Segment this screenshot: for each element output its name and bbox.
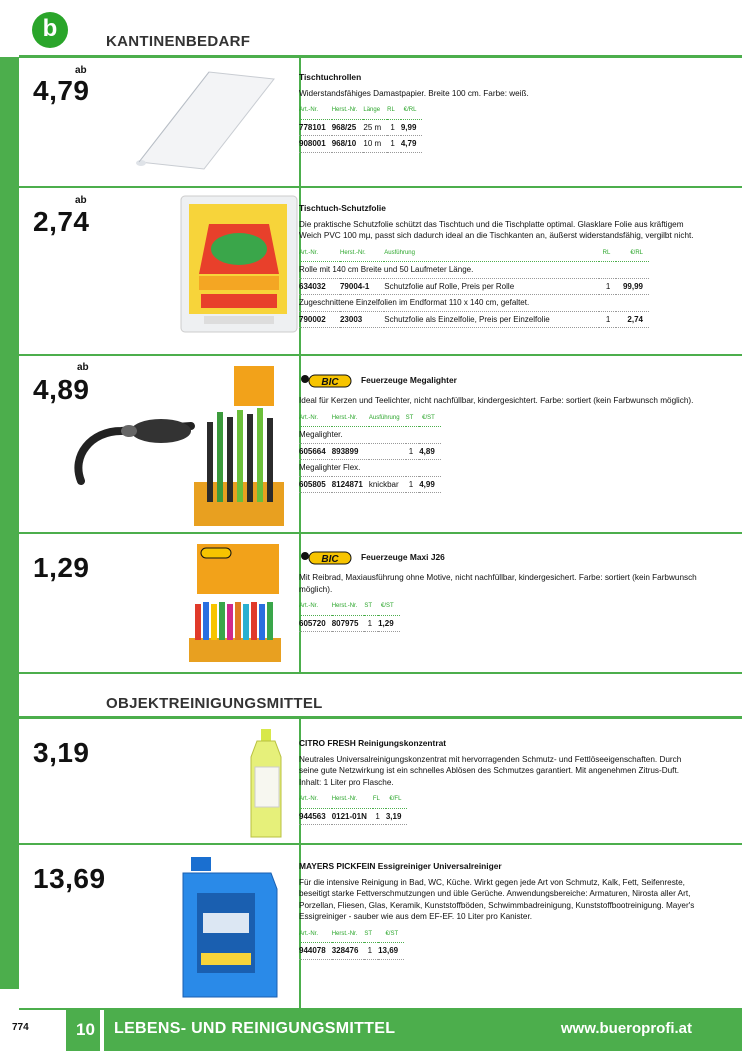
vinegar-cleaner-canister-image bbox=[179, 853, 281, 1003]
qty: 1 bbox=[406, 476, 420, 493]
art-nr: 944563 bbox=[299, 808, 332, 825]
order-table bbox=[299, 601, 400, 632]
herst-nr: 968/10 bbox=[332, 136, 364, 153]
price-from-label: ab bbox=[75, 195, 87, 206]
col-header: Herst.-Nr. bbox=[332, 413, 369, 427]
row-price: 9,99 bbox=[401, 119, 423, 136]
product-title: MAYERS PICKFEIN Essigreiniger Universalreiniger bbox=[299, 861, 502, 871]
product-title: Tischtuch-Schutzfolie bbox=[299, 203, 386, 213]
chapter-title: LEBENS- UND REINIGUNGSMITTEL bbox=[114, 1020, 396, 1037]
product-description bbox=[299, 550, 699, 632]
col-header: Art.-Nr. bbox=[299, 248, 340, 262]
herst-nr: 968/25 bbox=[332, 119, 364, 136]
herst-nr: 23003 bbox=[340, 311, 384, 328]
variant-note: Megalighter Flex. bbox=[299, 460, 441, 477]
table-row bbox=[299, 278, 649, 295]
col-header: €/ST bbox=[378, 929, 404, 943]
product-text: Mit Reibrad, Maxiausführung ohne Motive, nicht nachfüllbar, kindergesichert. Farbe: sortiert (kein Farbwunsch möglich). bbox=[299, 573, 697, 594]
col-header: Herst.-Nr. bbox=[332, 601, 365, 615]
order-table bbox=[299, 105, 422, 153]
section-title-kantinenbedarf: KANTINENBEDARF bbox=[106, 33, 251, 50]
art-nr: 605664 bbox=[299, 443, 332, 460]
product-text: Ideal für Kerzen und Teelichter, nicht nachfüllbar, kindergesichtert. Farbe: sortiert (kein Farbwunsch möglich). bbox=[299, 396, 694, 405]
row-price: 2,74 bbox=[616, 311, 649, 328]
price: 4,79 bbox=[33, 75, 90, 106]
col-header: €/ST bbox=[378, 601, 400, 615]
table-row bbox=[299, 476, 441, 493]
row-price: 4,99 bbox=[419, 476, 441, 493]
table-row bbox=[299, 943, 404, 960]
lighter-box-image bbox=[187, 542, 283, 664]
cleaner-bottle-image bbox=[247, 727, 287, 841]
section-title-objektreinigungsmittel: OBJEKTREINIGUNGSMITTEL bbox=[106, 695, 323, 712]
website-link[interactable]: www.bueroprofi.at bbox=[560, 1020, 692, 1037]
megalighter-image bbox=[61, 386, 201, 486]
order-table bbox=[299, 929, 404, 960]
col-header: Ausführung bbox=[384, 248, 599, 262]
product-description bbox=[299, 203, 699, 328]
table-row bbox=[299, 443, 441, 460]
row-price: 99,99 bbox=[616, 278, 649, 295]
page-number: 774 bbox=[12, 1022, 29, 1033]
chapter-number: 10 bbox=[76, 1020, 95, 1039]
product-title: Feuerzeuge Megalighter bbox=[361, 375, 457, 386]
bic-logo-icon bbox=[299, 550, 353, 566]
col-header: Herst.-Nr. bbox=[332, 105, 364, 119]
protective-film-image bbox=[179, 194, 299, 334]
ausfuehrung: Schutzfolie auf Rolle, Preis per Rolle bbox=[384, 278, 599, 295]
col-header: ST bbox=[406, 413, 420, 427]
product-text: Widerstandsfähiges Damastpapier. Breite 100 cm. Farbe: weiß. bbox=[299, 88, 529, 98]
variant-note: Rolle mit 140 cm Breite und 50 Laufmeter Länge. bbox=[299, 262, 649, 279]
col-header: RL bbox=[599, 248, 616, 262]
table-row bbox=[299, 808, 407, 825]
herst-nr: 328476 bbox=[332, 943, 365, 960]
ausfuehrung bbox=[369, 443, 406, 460]
product-title: Tischtuchrollen bbox=[299, 72, 362, 82]
col-header: Länge bbox=[363, 105, 387, 119]
row-price: 4,89 bbox=[419, 443, 441, 460]
art-nr: 605720 bbox=[299, 615, 332, 632]
col-header: ST bbox=[364, 601, 378, 615]
col-header: RL bbox=[387, 105, 401, 119]
divider bbox=[19, 672, 742, 674]
art-nr: 944078 bbox=[299, 943, 332, 960]
price: 1,29 bbox=[33, 552, 90, 583]
price: 3,19 bbox=[33, 737, 90, 768]
col-header: €/RL bbox=[401, 105, 423, 119]
qty: 1 bbox=[373, 808, 386, 825]
col-header: ST bbox=[364, 929, 378, 943]
variant-note: Megalighter. bbox=[299, 427, 441, 444]
row-price: 1,29 bbox=[378, 615, 400, 632]
paper-roll-image bbox=[129, 67, 279, 177]
variant-note: Zugeschnittene Einzelfolien im Endformat 110 x 140 cm, gefaltet. bbox=[299, 295, 649, 312]
price-from-label: ab bbox=[77, 362, 89, 373]
art-nr: 634032 bbox=[299, 278, 340, 295]
table-row bbox=[299, 136, 422, 153]
product-text: Neutrales Universalreinigungskonzentrat mit hervorragenden Schmutz- und Fettlöseeigenschaften. Durch seine gute Netzwirkung ist ein schnelles Ablösen des Schmutzes garantiert. Mit angenehmen Zitrus-Duft. Inhalt: 1 Liter pro Flasche. bbox=[299, 754, 682, 787]
col-header: €/RL bbox=[616, 248, 649, 262]
col-header: Art.-Nr. bbox=[299, 794, 332, 808]
col-header: Herst.-Nr. bbox=[332, 794, 373, 808]
brand-label: BIC bbox=[321, 554, 339, 565]
row-price: 3,19 bbox=[386, 808, 408, 825]
qty: 1 bbox=[387, 136, 401, 153]
col-header: Art.-Nr. bbox=[299, 105, 332, 119]
col-header: Art.-Nr. bbox=[299, 601, 332, 615]
ausfuehrung: knickbar bbox=[369, 476, 406, 493]
col-header: FL bbox=[373, 794, 386, 808]
col-header: €/ST bbox=[419, 413, 441, 427]
herst-nr: 807975 bbox=[332, 615, 365, 632]
table-row bbox=[299, 615, 400, 632]
col-header: Ausführung bbox=[369, 413, 406, 427]
price: 13,69 bbox=[33, 863, 106, 894]
col-header: Art.-Nr. bbox=[299, 413, 332, 427]
product-description bbox=[299, 373, 699, 493]
product-description bbox=[299, 72, 699, 153]
qty: 1 bbox=[406, 443, 420, 460]
product-title: Feuerzeuge Maxi J26 bbox=[361, 552, 445, 563]
price: 4,89 bbox=[33, 374, 90, 405]
col-header: Herst.-Nr. bbox=[340, 248, 384, 262]
product-text: Für die intensive Reinigung in Bad, WC, Küche. Wirkt gegen jede Art von Schmutz, Kalk, Fett, Seifenreste, beseitigt starke Fettverschmutzungen und üble Gerüche. Anwendungsbereiche: Armaturen, Nirosta aller Art, Porzellan, Fliesen, Glas, Keramik, Kunststoffböden, Schwimmbadreinigung, Kunststoffbootreinigung. Mayer's Essigreiniger - sauber wie aus dem EF-EF. 10 Liter pro Kanister. bbox=[299, 877, 695, 921]
herst-nr: 893899 bbox=[332, 443, 369, 460]
ausfuehrung: Schutzfolie als Einzelfolie, Preis per Einzelfolie bbox=[384, 311, 599, 328]
footer-bar bbox=[66, 1010, 742, 1051]
qty: 1 bbox=[599, 311, 616, 328]
product-description bbox=[299, 861, 699, 960]
art-nr: 908001 bbox=[299, 136, 332, 153]
herst-nr: 79004-1 bbox=[340, 278, 384, 295]
row-price: 4,79 bbox=[401, 136, 423, 153]
row-price: 13,69 bbox=[378, 943, 404, 960]
art-nr: 778101 bbox=[299, 119, 332, 136]
qty: 1 bbox=[364, 943, 378, 960]
col-header: €/FL bbox=[386, 794, 408, 808]
product-text: Die praktische Schutzfolie schützt das Tischtuch und die Tischplatte optimal. Glasklare Folie aus kräftigem Weich PVC 100 mµ, passt sich dadurch ideal an die Tischkanten an, äußerst widerstandsfähig, vergilbt nicht. bbox=[299, 219, 694, 240]
order-table bbox=[299, 794, 407, 825]
order-table bbox=[299, 248, 649, 329]
qty: 1 bbox=[599, 278, 616, 295]
bic-logo-icon bbox=[299, 373, 353, 389]
table-row bbox=[299, 119, 422, 136]
qty: 1 bbox=[364, 615, 378, 632]
order-table bbox=[299, 413, 441, 494]
herst-nr: 8124871 bbox=[332, 476, 369, 493]
col-header: Art.-Nr. bbox=[299, 929, 332, 943]
product-title: CITRO FRESH Reinigungskonzentrat bbox=[299, 738, 447, 748]
brand-label: BIC bbox=[321, 377, 339, 388]
laenge: 25 m bbox=[363, 119, 387, 136]
side-bar bbox=[0, 57, 19, 989]
herst-nr: 0121-01N bbox=[332, 808, 373, 825]
qty: 1 bbox=[387, 119, 401, 136]
price: 2,74 bbox=[33, 206, 90, 237]
art-nr: 605805 bbox=[299, 476, 332, 493]
product-description bbox=[299, 738, 699, 825]
price-from-label: ab bbox=[75, 65, 87, 76]
laenge: 10 m bbox=[363, 136, 387, 153]
footer-separator bbox=[100, 1010, 104, 1051]
lighter-display-image bbox=[189, 362, 289, 530]
logo: b bbox=[32, 12, 68, 48]
table-row bbox=[299, 311, 649, 328]
col-header: Herst.-Nr. bbox=[332, 929, 365, 943]
art-nr: 790002 bbox=[299, 311, 340, 328]
